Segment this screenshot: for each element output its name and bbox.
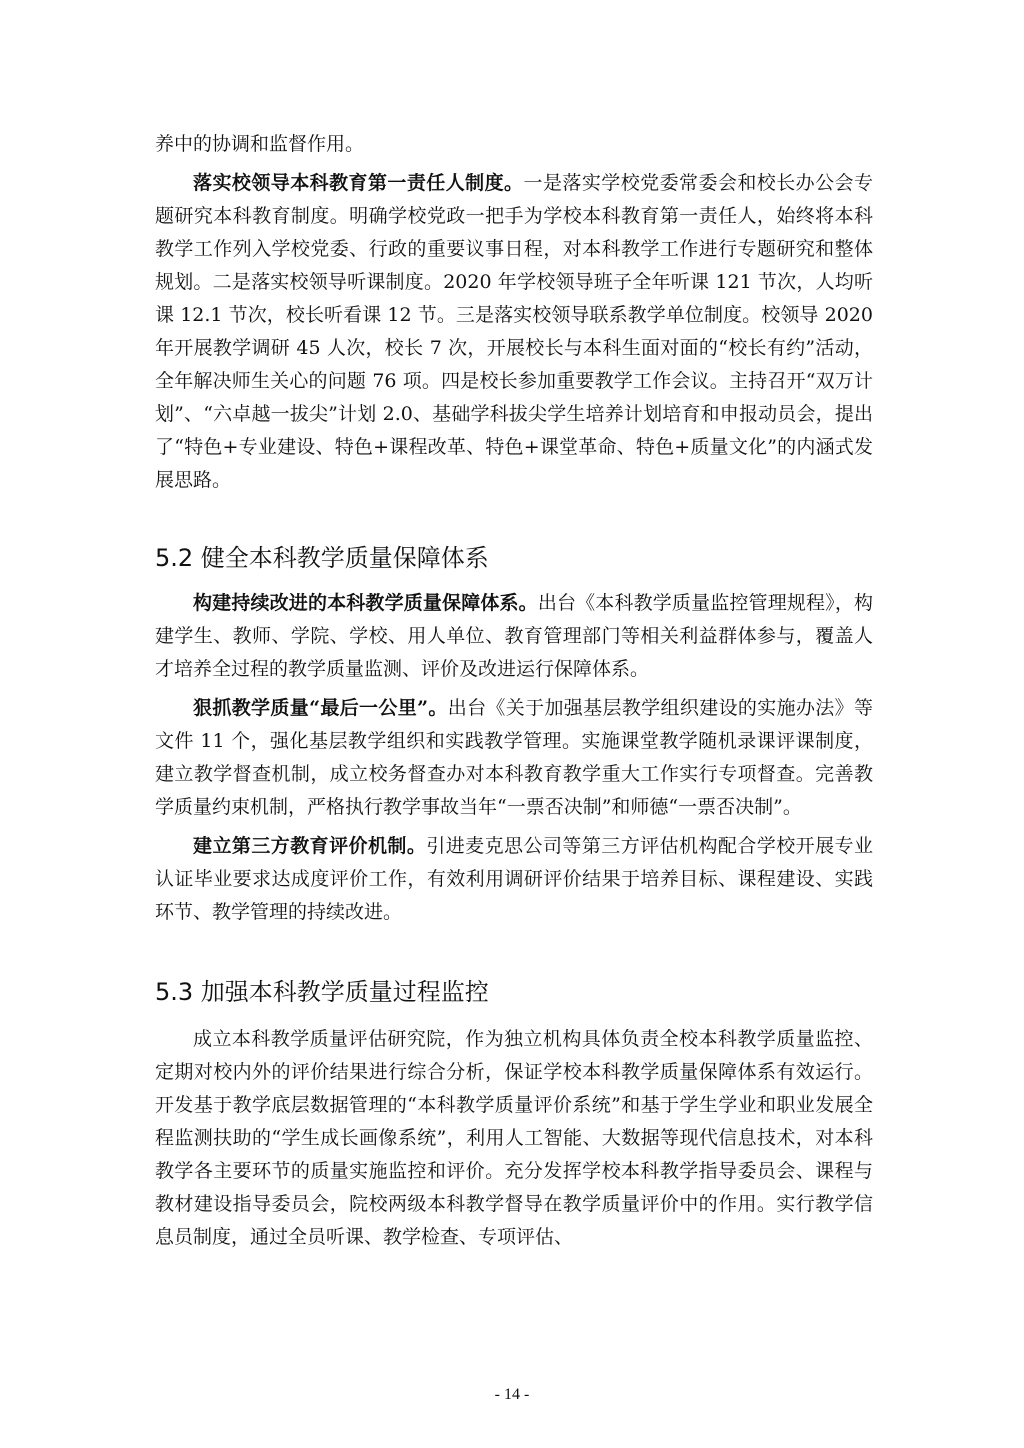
page-body <box>155 128 873 1254</box>
paragraph-third-party-evaluation <box>155 830 873 929</box>
section-heading-5-2: 5.2 健全本科教学质量保障体系 <box>155 544 489 572</box>
page-number: - 14 - <box>494 1386 530 1403</box>
paragraph-lead: 建立第三方教育评价机制。 <box>193 835 427 857</box>
paragraph-text: 出台《关于加强基层教学组织建设的实施办法》等文件 11 个，强化基层教学组织和实践教学管理。实施课堂教学随机录课评课制度，建立教学督查机制，成立校务督查办对本科教育教学重大工作实行专项督查。完善教学质量约束机制，严格执行教学事故当年“一票否决制”和师德“一票否决制”。 <box>155 697 873 818</box>
paragraph-text: 引进麦克思公司等第三方评估机构配合学校开展专业认证毕业要求达成度评价工作，有效利用调研评价结果于培养目标、课程建设、实践环节、教学管理的持续改进。 <box>155 835 873 923</box>
paragraph-process-monitoring <box>155 1023 873 1254</box>
paragraph-text: 一是落实学校党委常委会和校长办公会专题研究本科教育制度。明确学校党政一把手为学校本科教育第一责任人，始终将本科教学工作列入学校党委、行政的重要议事日程，对本科教学工作进行专题研究和整体规划。二是落实校领导听课制度。2020 年学校领导班子全年听课 121 节次，人均听课 12.1 节次，校长听看课 12 节。三是落实校领导联系教学单位制度。校领导 2020 年开展教学调研 45 人次，校长 7 次，开展校长与本科生面对面的“校长有约”活动，全年解决师生关心的问题 76 项。四是校长参加重要教学工作会议。主持召开“双万计划”、“六卓越一拔尖”计划 2.0、基础学科拔尖学生培养计划培育和申报动员会，提出了“特色+专业建设、特色+课程改革、特色+课堂革命、特色+质量文化”的内涵式发展思路。 <box>155 172 873 491</box>
paragraph-lead: 狠抓教学质量“最后一公里”。 <box>193 697 448 719</box>
paragraph-text: 出台《本科教学质量监控管理规程》，构建学生、教师、学院、学校、用人单位、教育管理部门等相关利益群体参与，覆盖人才培养全过程的教学质量监测、评价及改进运行保障体系。 <box>155 592 873 680</box>
paragraph-leadership-responsibility <box>155 167 873 497</box>
paragraph-text: 养中的协调和监督作用。 <box>155 133 365 155</box>
section-heading-5-3: 5.3 加强本科教学质量过程监控 <box>155 978 489 1006</box>
paragraph-quality-assurance-system <box>155 587 873 686</box>
continued-paragraph <box>155 128 873 161</box>
paragraph-text: 成立本科教学质量评估研究院，作为独立机构具体负责全校本科教学质量监控、定期对校内外的评价结果进行综合分析，保证学校本科教学质量保障体系有效运行。开发基于教学底层数据管理的“本科教学质量评价系统”和基于学生学业和职业发展全程监测扶助的“学生成长画像系统”，利用人工智能、大数据等现代信息技术，对本科教学各主要环节的质量实施监控和评价。充分发挥学校本科教学指导委员会、课程与教材建设指导委员会，院校两级本科教学督导在教学质量评价中的作用。实行教学信息员制度，通过全员听课、教学检查、专项评估、 <box>155 1028 873 1248</box>
paragraph-last-mile <box>155 692 873 824</box>
paragraph-lead: 构建持续改进的本科教学质量保障体系。 <box>193 592 538 614</box>
paragraph-lead: 落实校领导本科教育第一责任人制度。 <box>193 172 524 194</box>
